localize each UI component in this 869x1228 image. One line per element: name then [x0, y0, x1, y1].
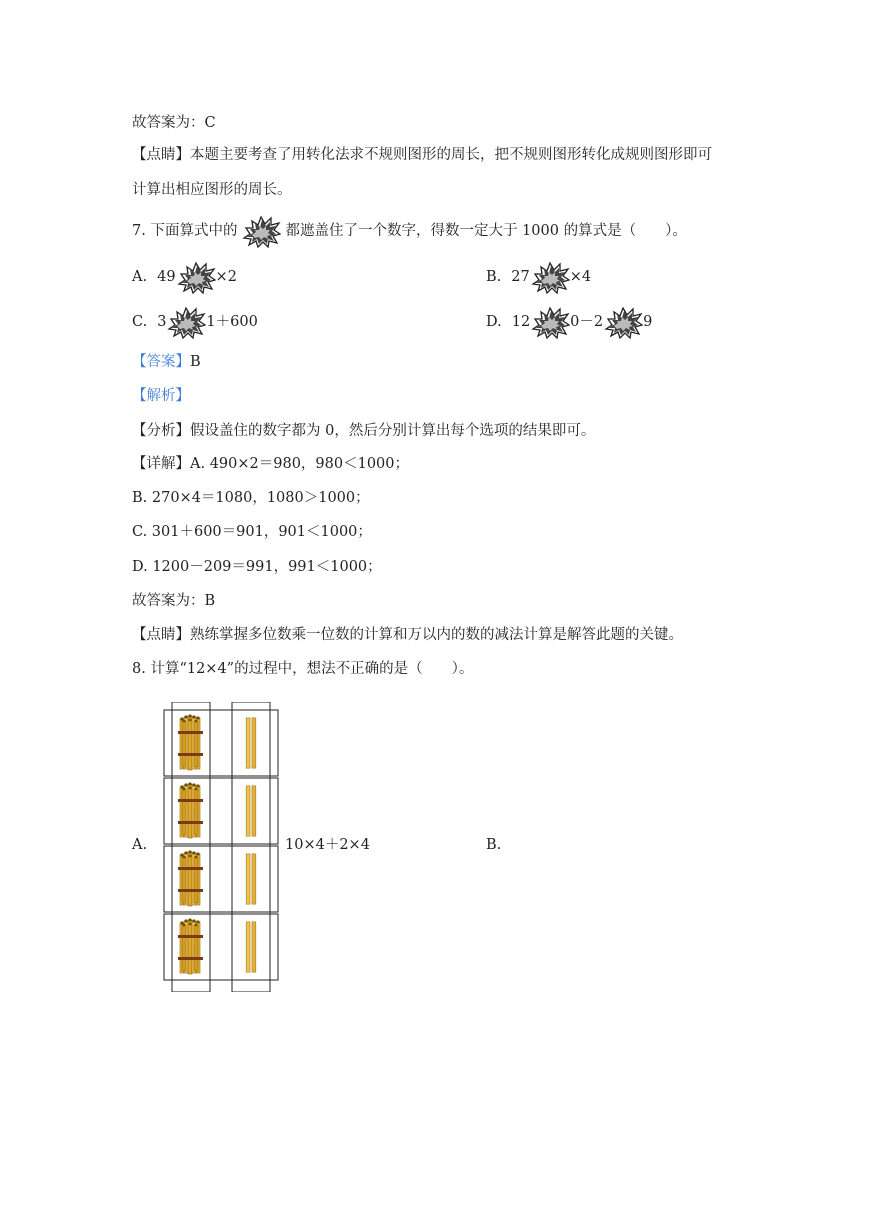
option-7d [486, 305, 652, 339]
option-text: 12 [511, 314, 531, 330]
cover-burst-icon [530, 260, 570, 294]
detail-line-d: D. 1200－209＝991，991＜1000； [132, 559, 382, 575]
detail-line-b: B. 270×4＝1080，1080＞1000； [132, 490, 370, 506]
option-text: 49 [157, 269, 176, 285]
option-8a-label: A. [132, 837, 148, 853]
question-7-prefix: 7. 下面算式中的 [132, 223, 238, 239]
option-8a-text: 10×4＋2×4 [285, 837, 370, 853]
option-8b-label: B. [486, 837, 502, 853]
option-label: C. [132, 314, 148, 330]
previous-comment-line-2: 计算出相应图形的周长。 [132, 182, 292, 198]
option-text: 1＋600 [206, 314, 258, 330]
cover-burst-icon [603, 305, 643, 339]
cover-burst-icon [241, 214, 281, 248]
option-text: ×4 [569, 269, 592, 285]
answer-tag: 【答案】 [132, 354, 190, 370]
answer-line [132, 352, 201, 372]
ten-stick-bundle-icon [178, 782, 203, 838]
previous-comment-line-1: 【点睛】本题主要考查了用转化法求不规则图形的周长，把不规则图形转化成规则图形即可 [132, 147, 712, 163]
comment-line: 【点睛】熟练掌握多位数乘一位数的计算和万以内的数的减法计算是解答此题的关键。 [132, 627, 683, 643]
option-text: 9 [643, 314, 653, 330]
option-7c [132, 305, 258, 339]
cover-burst-icon [530, 305, 570, 339]
ten-stick-bundle-icon [178, 714, 203, 770]
analysis-line: 【分析】假设盖住的数字都为 0，然后分别计算出每个选项的结果即可。 [132, 423, 596, 439]
detail-line-c: C. 301＋600＝901，901＜1000； [132, 524, 372, 540]
two-sticks-icon [246, 718, 256, 768]
answer-value: B [190, 354, 201, 370]
option-text: 3 [157, 314, 167, 330]
question-8-stem: 8. 计算“12×4”的过程中，想法不正确的是（ ）。 [132, 661, 474, 677]
option-7a [132, 260, 237, 294]
two-sticks-icon [246, 786, 256, 836]
two-sticks-icon [246, 854, 256, 904]
question-7-stem [132, 214, 687, 248]
option-7b [486, 260, 591, 294]
bundle-grid-figure [160, 702, 282, 992]
option-text: 0－2 [570, 314, 604, 330]
cover-burst-icon [176, 260, 216, 294]
conclusion-line: 故答案为：B [132, 593, 216, 609]
option-label: D. [486, 314, 502, 330]
analysis-tag: 【解析】 [132, 388, 190, 404]
detail-line-a: 【详解】A. 490×2＝980，980＜1000； [132, 456, 409, 472]
two-sticks-icon [246, 922, 256, 972]
question-7-suffix: 都遮盖住了一个数字，得数一定大于 1000 的算式是（ ）。 [285, 223, 687, 239]
option-label: A. [132, 269, 148, 285]
option-label: B. [486, 269, 502, 285]
cover-burst-icon [166, 305, 206, 339]
option-text: 27 [511, 269, 530, 285]
option-text: ×2 [215, 269, 237, 285]
previous-answer-line: 故答案为：C [132, 115, 216, 131]
ten-stick-bundle-icon [178, 850, 203, 906]
ten-stick-bundle-icon [178, 918, 203, 974]
